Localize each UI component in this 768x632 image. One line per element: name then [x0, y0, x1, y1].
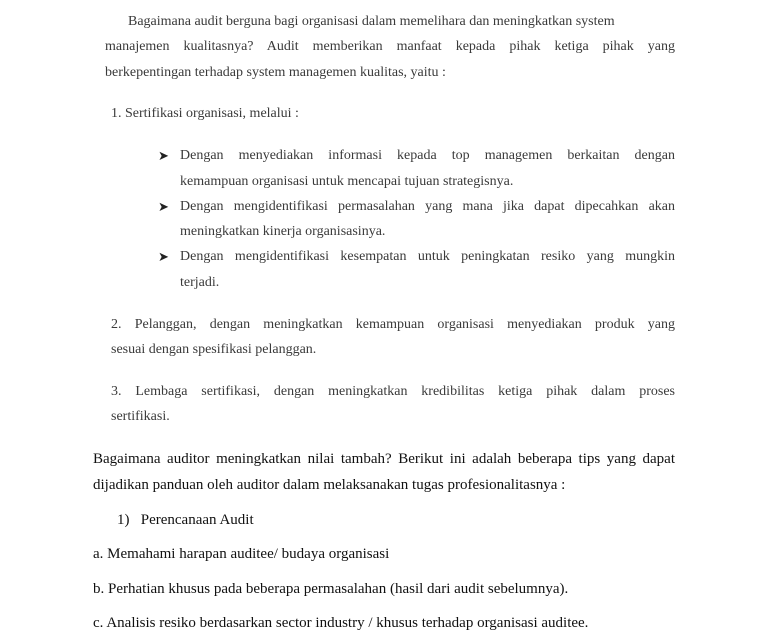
item3-line-2: sertifikasi. [111, 409, 170, 424]
bullet-2-line-1: Dengan mengidentifikasi permasalahan yang mana jika dapat dipecahkan akan [180, 199, 675, 214]
arrowhead-bullet-icon: ➤ [158, 148, 169, 163]
arrowhead-bullet-icon: ➤ [158, 199, 169, 214]
point-c: c. Analisis resiko berdasarkan sector industry / khusus terhadap organisasi auditee. [93, 615, 589, 631]
auditor-line-1: Bagaimana auditor meningkatkan nilai tambah? Berikut ini adalah beberapa tips yang dapat [93, 451, 675, 467]
intro-line-1: Bagaimana audit berguna bagi organisasi dalam memelihara dan meningkatkan system [128, 14, 615, 29]
intro-line-3: berkepentingan terhadap system managemen kualitas, yaitu : [105, 65, 446, 80]
bullet-1-line-1: Dengan menyediakan informasi kepada top managemen berkaitan dengan [180, 148, 675, 163]
bullet-2-line-2: meningkatkan kinerja organisasinya. [180, 224, 386, 239]
bullet-3-line-2: terjadi. [180, 275, 220, 290]
item2-line-1: 2. Pelanggan, dengan meningkatkan kemampuan organisasi menyediakan produk yang [111, 317, 675, 332]
point-b: b. Perhatian khusus pada beberapa permasalahan (hasil dari audit sebelumnya). [93, 581, 569, 597]
arrowhead-bullet-icon: ➤ [158, 249, 169, 264]
point-a: a. Memahami harapan auditee/ budaya organisasi [93, 546, 390, 562]
item1-heading: 1. Sertifikasi organisasi, melalui : [111, 106, 299, 121]
auditor-line-2: dijadikan panduan oleh auditor dalam melaksanakan tugas profesionalitasnya : [93, 477, 566, 493]
numbered-heading-perencanaan: 1) Perencanaan Audit [117, 512, 254, 528]
item2-line-2: sesuai dengan spesifikasi pelanggan. [111, 342, 317, 357]
item3-line-1: 3. Lembaga sertifikasi, dengan meningkatkan kredibilitas ketiga pihak dalam proses [111, 384, 675, 399]
bullet-1-line-2: kemampuan organisasi untuk mencapai tujuan strategisnya. [180, 174, 514, 189]
intro-line-2: manajemen kualitasnya? Audit memberikan manfaat kepada pihak ketiga pihak yang [105, 39, 675, 54]
bullet-3-line-1: Dengan mengidentifikasi kesempatan untuk peningkatan resiko yang mungkin [180, 249, 675, 264]
